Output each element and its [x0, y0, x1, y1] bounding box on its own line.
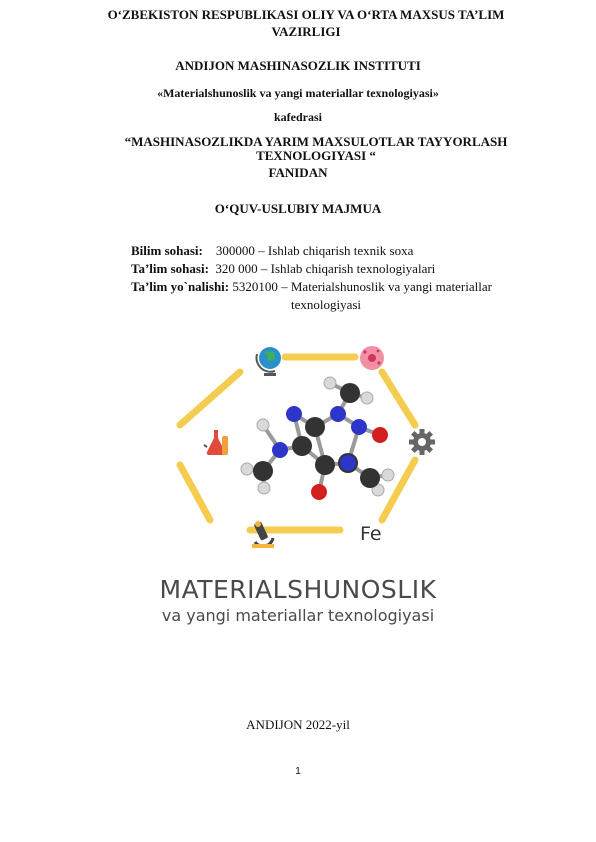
kafedra-label: kafedrasi — [274, 110, 322, 124]
info-education-area — [131, 261, 435, 277]
carbon-atom — [253, 461, 273, 481]
direction-value-continued: texnologiyasi — [291, 297, 362, 312]
info-knowledge-area — [131, 243, 413, 259]
carbon-atom — [340, 383, 360, 403]
materials-logo — [160, 330, 440, 560]
nitrogen-atom — [330, 406, 346, 422]
hydrogen-atom — [257, 419, 269, 431]
logo-subtitle: va yangi materiallar texnologiyasi — [161, 606, 435, 625]
nitrogen-atom — [286, 406, 302, 422]
document-type: O‘QUV-USLUBIY MAJMUA — [214, 201, 382, 216]
hydrogen-atom — [241, 463, 253, 475]
hydrogen-atom — [361, 392, 373, 404]
knowledge-area-value: 300000 – Ishlab chiqarish texnik soxa — [215, 243, 414, 258]
info-direction — [131, 279, 492, 295]
cell-icon — [360, 346, 384, 370]
direction-value: 5320100 – Materialshunoslik va yangi materiallar — [232, 279, 492, 294]
oxygen-atom — [372, 427, 388, 443]
hydrogen-atom — [324, 377, 336, 389]
gear-icon — [409, 429, 435, 455]
nitrogen-atom — [340, 455, 356, 471]
ministry-title: O‘ZBEKISTON RESPUBLIKASI OLIY VA O‘RTA MAXSUS TA’LIM VAZIRLIGI — [107, 7, 505, 39]
carbon-atom — [305, 417, 325, 437]
knowledge-area-label: Bilim sohasi: — [131, 243, 203, 258]
globe-icon — [256, 347, 281, 376]
carbon-atom — [315, 455, 335, 475]
department-name: «Materialshunoslik va yangi materiallar texnologiyasi» — [157, 86, 439, 100]
education-area-label: Ta’lim sohasi: — [131, 261, 209, 276]
hydrogen-atom — [258, 482, 270, 494]
page-number: 1 — [295, 766, 301, 777]
carbon-atom — [292, 436, 312, 456]
flask-icon — [204, 430, 228, 455]
hydrogen-atom — [382, 469, 394, 481]
oxygen-atom — [311, 484, 327, 500]
nitrogen-atom — [351, 419, 367, 435]
element-symbol: Fe — [360, 523, 382, 545]
nitrogen-atom — [272, 442, 288, 458]
direction-label: Ta’lim yo`nalishi: — [131, 279, 230, 294]
carbon-atom — [360, 468, 380, 488]
logo-title: MATERIALSHUNOSLIK — [159, 575, 437, 604]
city-year: ANDIJON 2022-yil — [246, 717, 350, 732]
education-area-value: 320 000 – Ishlab chiqarish texnologiyalari — [215, 261, 436, 276]
course-title: “MASHINASOZLIKDA YARIM MAXSULOTLAR TAYYORLASH TEXNOLOGIYASI “ — [124, 134, 508, 163]
microscope-icon — [252, 521, 274, 548]
course-suffix: FANIDAN — [268, 165, 328, 180]
institute-name: ANDIJON MASHINASOZLIK INSTITUTI — [175, 58, 421, 73]
